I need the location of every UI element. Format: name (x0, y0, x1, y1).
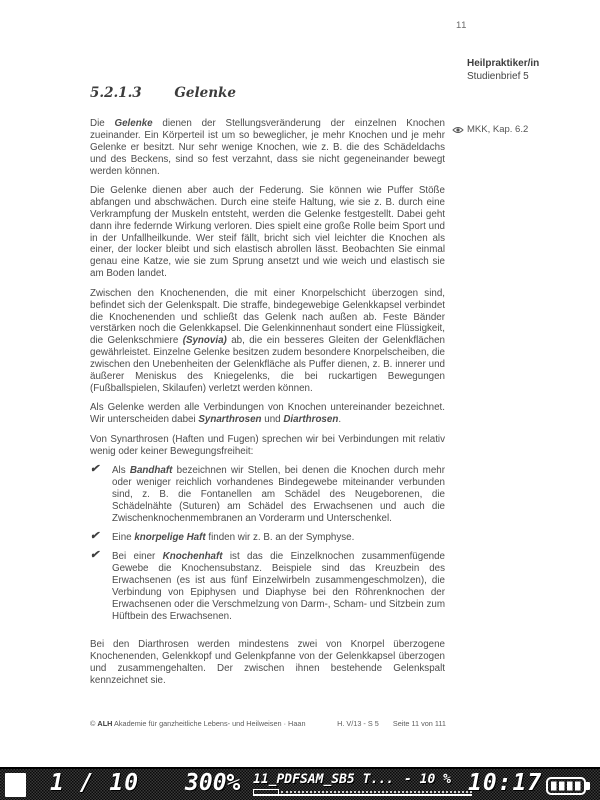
checkmark-icon: ✔ (90, 530, 100, 542)
bullet-item (90, 462, 445, 525)
course-subtitle: Studienbrief 5 (467, 71, 529, 82)
bullet-item (90, 532, 445, 544)
checkmark-icon: ✔ (90, 462, 100, 475)
checkmark-icon: ✔ (90, 549, 100, 562)
bullet-text: Bei einer Knochenhaft ist das die Einzelknochen zusammenfügende Gewebe die Knochensubstanz. Beispiele sind das Kreuzbein des Erwachsenen (es ist aus fünf Einzelwirbeln zusammengeschmolzen), die Verbindung von Epiphysen und Diaphyse bei den Röhrenknochen der Erwachsenen oder die Verschmelzung von Darm-, Scham- und Sitzbein zum Hüftbein des Erwachsenen. (112, 551, 446, 622)
footer-copyright: © ALH Akademie für ganzheitliche Lebens- und Heilweisen · Haan (90, 719, 306, 728)
footer-publisher: Akademie für ganzheitliche Lebens- und Heilweisen · Haan (114, 719, 306, 728)
paragraph: Bei den Diarthrosen werden mindestens zwei von Knorpel überzogene Knochenenden, Gelenkkopf und Gelenkpfanne von der Gelenkkapsel überzogen und zusammengehalten. Der zwischen ihnen bestehende Gelenkspalt kennzeichnet sie. (90, 638, 445, 686)
paragraph: Als Gelenke werden alle Verbindungen von Knochen untereinander bezeichnet. Wir unterscheiden dabei Synarthrosen und Diarthrosen. (90, 402, 445, 426)
paragraph: Die Gelenke dienen aber auch der Federung. Sie können wie Puffer Stöße abfangen und abschwächen. Durch eine steife Haltung, wie sie z. B. durch eine Verkrampfung der Muskeln entsteht, werden die Gelenke festgestellt. Dabei geht dann ihre federnde Wirkung verloren. Dies spielt eine große Rolle beim Sport und in der Unfallheilkunde. Wer steif fällt, bricht sich viel leichter die Knochen als einer, der locker bleibt und sich elastisch abrollen lässt. Beobachten Sie einmal genau eine Katze, wie sie zum Sprung ansetzt und wie weich und elastisch sie am Boden landet. (90, 184, 445, 280)
progress-thumb[interactable] (253, 789, 279, 795)
clock: 10:17 (468, 770, 543, 796)
document-content (90, 85, 446, 694)
section-heading-title: Gelenke (174, 85, 236, 101)
eye-icon (452, 126, 464, 134)
page-number: 11 (456, 20, 467, 31)
progress-track-dots (281, 791, 472, 793)
paragraph: Die Gelenke dienen der Stellungsveränderung der einzelnen Knochen zueinander. Ein Körperteil ist um so beweglicher, je mehr Knochen und je mehr Gelenke er besitzt. Nur sehr wenige Knochen, wie z. B. die des Schädeldachs und des Beckens, sind so fest verzahnt, dass sie nicht gegeneinander bewegt werden können. (90, 117, 445, 177)
battery-icon (546, 777, 590, 799)
course-header (467, 57, 587, 83)
bullet-list (90, 462, 446, 623)
margin-note (452, 124, 582, 135)
file-name[interactable]: 11_PDFSAM_SB5 T... (253, 772, 394, 787)
page-footer (90, 719, 446, 728)
footer-page-info: Seite 11 von 111 (392, 719, 446, 728)
section-heading-number: 5.2.1.3 (90, 85, 142, 101)
bullet-item (90, 551, 445, 622)
page-marker-icon[interactable] (5, 773, 26, 797)
course-title: Heilpraktiker/in (467, 58, 540, 69)
paragraph: Zwischen den Knochenenden, die mit einer Knorpelschicht überzogen sind, befindet sich der Gelenkspalt. Die straffe, bindegewebige Gelenkkapsel verbindet die Knochenenden und schließt das Gelenk nach außen ab. Feste Bänder verstärken noch die Gelenkkapsel. Die Gelenkinnenhaut sondert eine Flüssigkeit, die Gelenkschmiere (Synovia) ab, die ein besseres Gleiten der Gelenkflächen gewährleistet. Einzelne Gelenke besitzen zudem besondere Knorpelscheiben, die zwischen den Unebenheiten der Gelenkfläche als Puffer dienen, z. B. innerer und äußerer Meniskus des Kniegelenks, die bei ruckartigen Bewegungen (Fußballspielen, Skilaufen) verletzt werden können. (90, 287, 446, 394)
zoom-level[interactable]: 300% (185, 770, 241, 796)
footer-brand: ALH (97, 719, 113, 728)
footer-code: H. V/13 - S 5 (337, 719, 379, 728)
bullet-text: Als Bandhaft bezeichnen wir Stellen, bei denen die Knochen durch mehr oder weniger reichlich vorhandenes Bindegewebe miteinander verbunden sind, z. B. die Fontanellen am Schädel des Neugeborenen, die Schädelnähte (Suturen) am Schädel des Erwachsenen und auch die Zwischenknochenmembranen an Vorderarm und Unterschenkel. (112, 464, 445, 524)
reading-progress-percent: - 10 % (404, 772, 451, 787)
page-indicator[interactable]: 1 / 10 (50, 770, 140, 796)
section-heading (90, 85, 445, 101)
paragraph: Von Synarthrosen (Haften und Fugen) sprechen wir bei Verbindungen mit relativ wenig oder keiner Bewegungsfreiheit: (90, 433, 445, 457)
margin-note-text: MKK, Kap. 6.2 (467, 124, 529, 135)
bullet-text: Eine knorpelige Haft finden wir z. B. an der Symphyse. (112, 532, 355, 543)
progress-bar[interactable] (253, 788, 472, 796)
progress-track (253, 794, 472, 796)
status-bar (0, 767, 600, 800)
